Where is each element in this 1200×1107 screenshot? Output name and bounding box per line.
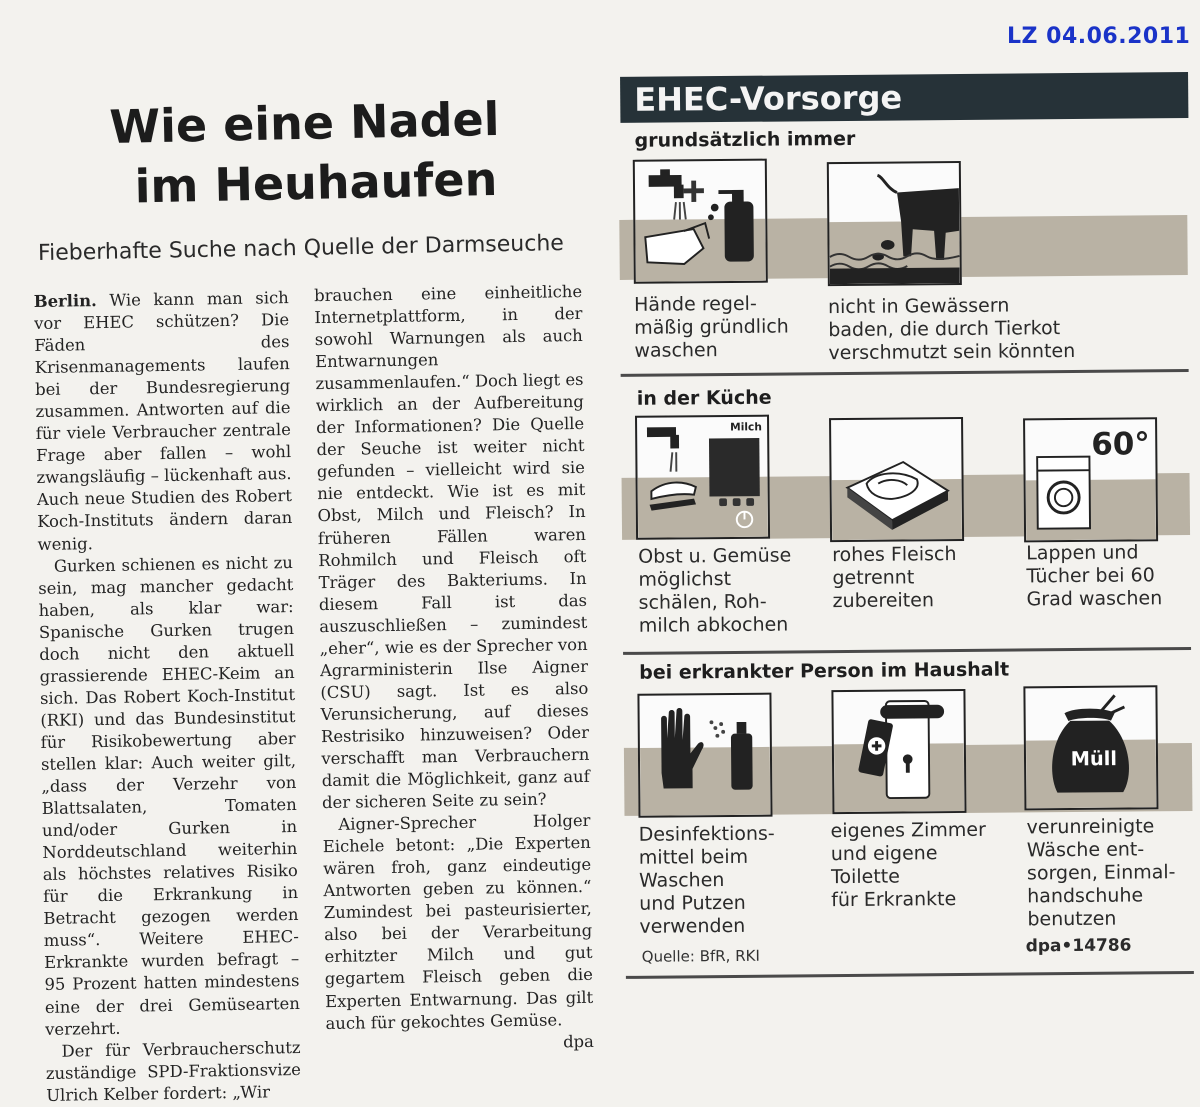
- section-divider: [621, 369, 1189, 377]
- waste-bag-icon: [1023, 685, 1158, 810]
- section-title-general: grundsätzlich immer: [635, 128, 856, 152]
- caption-waste: verunreinigte Wäsche ent- sorgen, Einmal- handschuhe benutzen: [1027, 815, 1176, 931]
- cow-in-water-icon: [827, 161, 962, 286]
- bottom-border: [626, 971, 1194, 979]
- article-column-2: [314, 281, 594, 1057]
- article-headline: [109, 87, 591, 217]
- toilet-door-sign-icon: [831, 689, 966, 814]
- caption-vegetables-milk: Obst u. Gemüse möglichst schälen, Roh- milch abkochen: [638, 544, 792, 637]
- vegetables-milk-pot-icon: [635, 415, 770, 540]
- dpa-credit: dpa•14786: [1026, 936, 1132, 957]
- section-divider: [623, 647, 1191, 655]
- paragraph: [322, 810, 593, 1035]
- caption-washing: Lappen und Tücher bei 60 Grad waschen: [1026, 541, 1162, 611]
- caption-bathing: nicht in Gewässern baden, die durch Tierkot verschmutzt sein könnten: [828, 294, 1075, 365]
- paragraph: Gurken schienen es nicht zu sein, mag mancher gedacht haben, als klar war: Spanische Gurken trugen doch nicht den aktuell grassierende EHEC-Keim an sich. Das Robert Koch-Institut (RKI) und das Bundesinstitut für Risikobewertung aber stellen klar: Auch weiter gilt, „dass der Verzehr von Blattsalaten, Tomaten und/oder Gurken in Norddeutschland weiterhin als höchstes relatives Risiko für die Erkrankung in Betracht gezogen werden muss“. Weitere EHEC-Erkrankte wurden befragt – 95 Prozent hatten mindestens eine der drei Gemüsearten verzehrt.: [38, 552, 301, 1041]
- paragraph: [34, 287, 293, 556]
- waste-label: Müll: [1071, 747, 1117, 770]
- headline-line-1: Wie eine Nadel: [109, 87, 590, 157]
- temperature-label: 60°: [1091, 426, 1150, 463]
- raw-meat-board-icon: [829, 417, 964, 542]
- infographic: [612, 67, 1198, 992]
- paragraph-text: Aigner-Sprecher Holger Eichele betont: „Die Experten wären froh, ganz eindeutige Antworten geben zu können.“ Zumindest bei pasteurisierter, also bei der Verarbeitung erhitzter Milch und gut gegartem Fleisch geben die Experten Entwarnung. Das gilt auch für gekochtes Gemüse.: [323, 811, 594, 1033]
- article-subheadline: Fieberhafte Suche nach Quelle der Darmseuche: [38, 231, 564, 266]
- section-title-kitchen: in der Küche: [637, 387, 772, 410]
- infographic-title: EHEC-Vorsorge: [634, 78, 902, 118]
- milk-label: Milch: [730, 420, 762, 433]
- caption-hand-washing: Hände regel- mäßig gründlich waschen: [634, 292, 789, 362]
- washing-machine-icon: [1023, 417, 1158, 542]
- hand-washing-icon: [633, 159, 768, 284]
- article-column-1: [34, 287, 302, 1107]
- dateline: Berlin.: [34, 291, 97, 311]
- caption-own-room: eigenes Zimmer und eigene Toilette für Erkrankte: [831, 819, 987, 912]
- paragraph: Der für Verbraucherschutz zuständige SPD-Fraktionsvize Ulrich Kelber fordert: „Wir: [45, 1037, 301, 1107]
- caption-disinfectant: Desinfektions- mittel beim Waschen und Putzen verwenden: [639, 823, 776, 939]
- paragraph: brauchen eine einheitliche Internetplattform, in der sowohl Warnungen als auch Entwarnungen zusammenlaufen.“ Doch liegt es wirklich an der Aufbereitung der Informationen? Die Quelle der Seuche ist weiter nicht gefunden – vielleicht wird sie nie entdeckt. Wie ist es mit Obst, Milch und Fleisch? In früheren Fällen waren Rohmilch und Fleisch oft Träger des Bakteriums. In diesem Fall ist das auszuschließen – zumindest „eher“, wie es der Sprecher von Agrarministerin Ilse Aigner (CSU) sagt. Ist es also Verunsicherung, auf dieses Restrisiko hinzuweisen? Oder verschafft man Verbrauchern damit die Möglichkeit, ganz auf der sicheren Seite zu sein?: [314, 281, 590, 814]
- glove-disinfectant-icon: [637, 693, 772, 818]
- source-note: Quelle: BfR, RKI: [642, 947, 760, 966]
- author-signature: dpa: [547, 1030, 594, 1053]
- date-stamp: LZ 04.06.2011: [1007, 24, 1190, 49]
- section-title-sick-person: bei erkrankter Person im Haushalt: [639, 659, 1009, 684]
- headline-line-2: im Heuhaufen: [110, 147, 591, 217]
- caption-raw-meat: rohes Fleisch getrennt zubereiten: [832, 543, 957, 613]
- paragraph-text: Wie kann man sich vor EHEC schützen? Die Fäden des Krisenmanagements laufen bei der Bundesregierung zusammen. Antworten auf die für viele Verbraucher zentrale Frage aber fallen – wohl zwangsläufig – lückenhaft aus. Auch neue Studien des Robert Koch-Instituts ändern daran wenig.: [34, 288, 292, 553]
- infographic-title-bar: [620, 72, 1188, 123]
